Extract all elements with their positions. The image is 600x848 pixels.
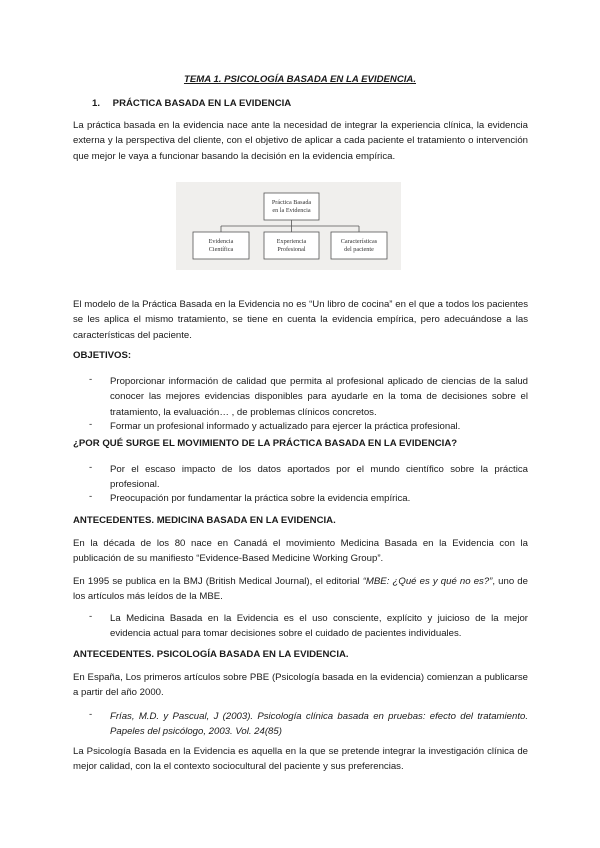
psicologia-paragraph-1: En España, Los primeros artículos sobre PBE (Psicología basada en la evidencia) comienzan a publicarse a partir del año 2000. [73, 672, 528, 699]
list-item [89, 374, 528, 420]
list-item [89, 419, 528, 434]
bullet-dash: - [89, 611, 93, 622]
porque-heading: ¿POR QUÉ SURGE EL MOVIMIENTO DE LA PRÁCTICA BASADA EN LA EVIDENCIA? [73, 438, 458, 449]
bullet-dash: - [89, 709, 93, 720]
medicina-heading: ANTECEDENTES. MEDICINA BASADA EN LA EVIDENCIA. [73, 515, 336, 526]
bullet-dash: - [89, 374, 93, 385]
model-paragraph: El modelo de la Práctica Basada en la Evidencia no es “Un libro de cocina” en el que a todos los pacientes se les aplica el mismo tratamiento, se tiene en cuenta la evidencia empírica, pero adecuándose a las características del paciente. [73, 299, 528, 341]
diagram-box1-label-2: Científica [208, 246, 234, 253]
list-item-text: Por el escaso impacto de los datos aportados por el mundo científico sobre la práctica profesional. [110, 464, 528, 491]
pbe-diagram-svg [176, 182, 401, 270]
list-item-text: Formar un profesional informado y actualizado para ejercer la práctica profesional. [110, 421, 461, 432]
bullet-dash: - [89, 491, 93, 502]
page-title: TEMA 1. PSICOLOGÍA BASADA EN LA EVIDENCIA. [183, 74, 417, 85]
medicina-paragraph-1: En la década de los 80 nace en Canadá el movimiento Medicina Basada en la Evidencia con la publicación de su manifiesto “Evidence-Based Medicine Working Group”. [73, 538, 528, 565]
list-item [89, 611, 528, 642]
reference-item [89, 709, 528, 740]
medicina-paragraph-2-end: , uno de los artículos más leídos de la MBE. [73, 576, 528, 603]
objetivos-heading: OBJETIVOS: [73, 350, 132, 361]
pbe-diagram [176, 182, 401, 270]
list-item [89, 491, 528, 506]
intro-paragraph: La práctica basada en la evidencia nace ante la necesidad de integrar la experiencia clínica, la evidencia externa y la perspectiva del cliente, con el objetivo de aplicar a cada paciente el tratamiento o intervención que mejor le vaya a funcionar basando la decisión en la evidencia empírica. [73, 120, 528, 162]
section-number: 1. [92, 98, 101, 109]
diagram-top-label-2: en la Evidencia [272, 207, 311, 214]
list-item [89, 462, 528, 493]
psicologia-heading: ANTECEDENTES. PSICOLOGÍA BASADA EN LA EVIDENCIA. [73, 649, 349, 660]
diagram-box2-label-2: Profesional [277, 246, 306, 253]
diagram-box2-label-1: Experiencia [276, 238, 307, 245]
medicina-paragraph-2 [73, 574, 528, 605]
list-item-text: Preocupación por fundamentar la práctica sobre la evidencia empírica. [110, 493, 411, 504]
bullet-dash: - [89, 419, 93, 430]
list-item-text: Proporcionar información de calidad que permita al profesional aplicado de ciencias de la salud conocer las mejores evidencias disponibles para ayudarle en la toma de decisiones sobre el tratamiento, la evaluación… , de problemas clínicos concretos. [110, 376, 528, 418]
psicologia-paragraph-2: La Psicología Basada en la Evidencia es aquella en la que se pretende integrar la investigación clínica de mejor calidad, con la el contexto sociocultural del paciente y sus preferencias. [73, 746, 528, 773]
editorial-title: “MBE: ¿Qué es y qué no es?” [362, 576, 493, 587]
section-heading [92, 98, 291, 109]
diagram-top-label-1: Práctica Basada [271, 199, 312, 206]
section-title: PRÁCTICA BASADA EN LA EVIDENCIA [112, 98, 292, 109]
list-item-text: La Medicina Basada en la Evidencia es el uso consciente, explícito y juicioso de la mejor evidencia actual para tomar decisiones sobre el cuidado de pacientes individuales. [110, 613, 528, 640]
diagram-box1-label-1: Evidencia [208, 238, 234, 245]
reference-text: Frías, M.D. y Pascual, J (2003). Psicología clínica basada en pruebas: efecto del tratamiento. Papeles del psicólogo, 2003. Vol. 24(85) [110, 711, 528, 738]
diagram-box3-label-1: Características [340, 238, 378, 245]
diagram-box3-label-2: del paciente [344, 246, 374, 253]
bullet-dash: - [89, 462, 93, 473]
medicina-paragraph-2-start: En 1995 se publica en la BMJ (British Medical Journal), el editorial [73, 576, 363, 587]
